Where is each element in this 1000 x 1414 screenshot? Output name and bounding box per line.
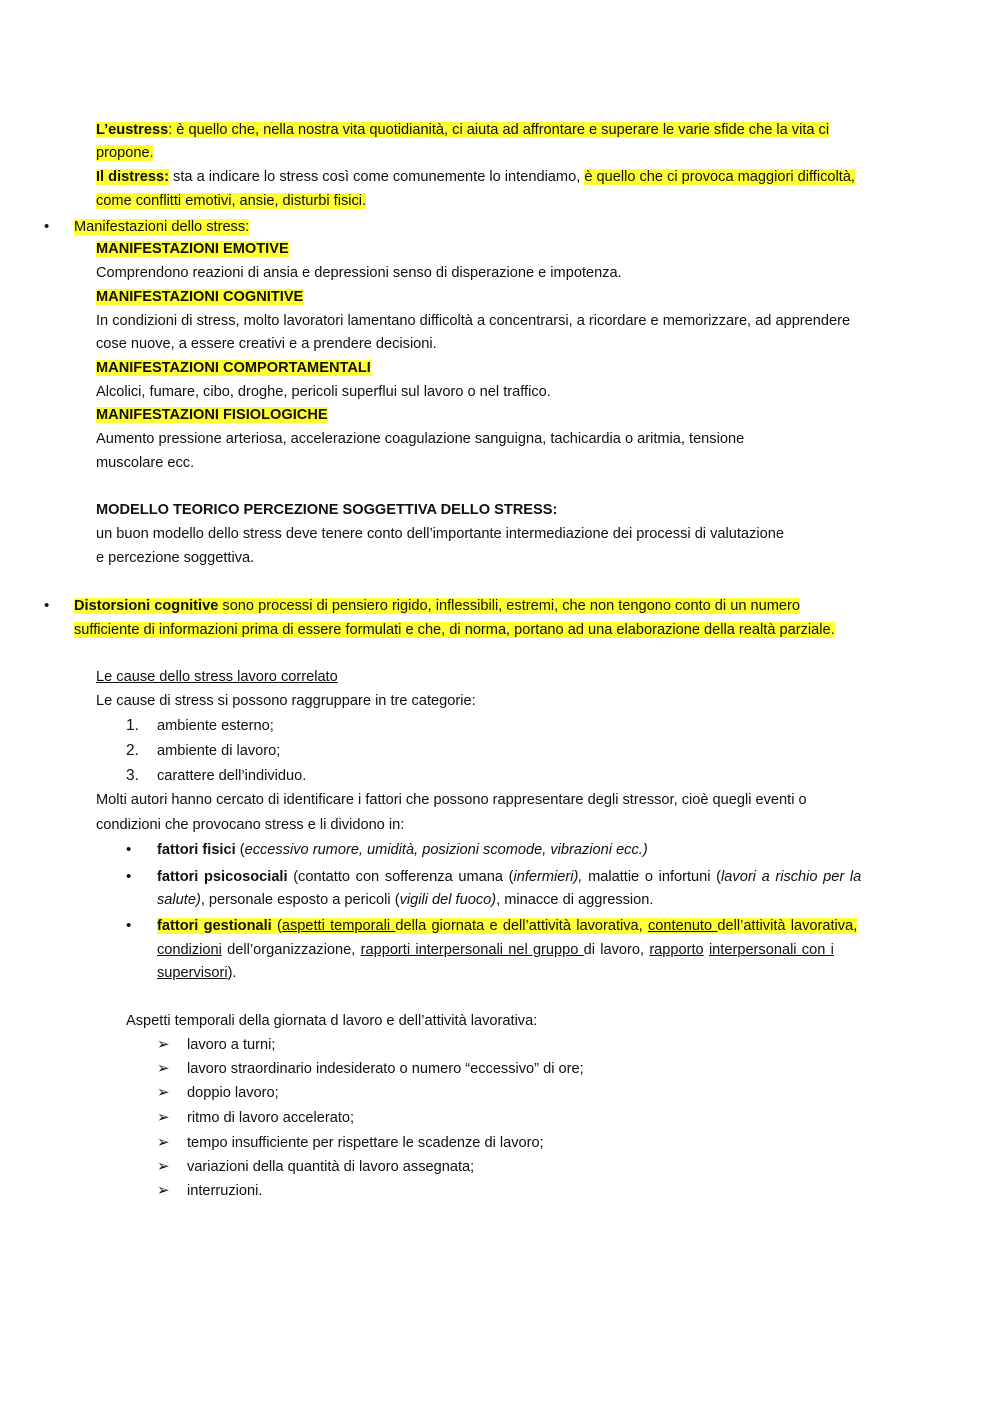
fattori-psicosociali-line-1: fattori psicosociali (contatto con sofferenza umana (infermieri), malattie o infortuni (lavori a rischio per la [157,869,862,885]
cognitive-text-2: cose nuove, a essere creativi e a prendere decisioni. [96,336,437,352]
arrow-bullet-icon: ➢ [157,1182,170,1199]
list-item: ambiente esterno; [157,718,274,734]
aspetti-item: tempo insufficiente per rispettare le scadenze di lavoro; [187,1135,544,1151]
distress-text-2: come conflitti emotivi, ansie, disturbi fisici. [96,193,367,209]
emotive-text: Comprendono reazioni di ansia e depressioni senso di disperazione e impotenza. [96,265,622,281]
bullet-icon: • [126,917,132,934]
manifestazioni-title: Manifestazioni dello stress: [74,219,250,235]
distress-highlight: è quello che ci provoca maggiori difficoltà, [584,169,855,185]
distorsioni-line-2: sufficiente di informazioni prima di essere formulati e che, di norma, portano ad una elaborazione della realtà parziale. [74,622,835,638]
cause-intro: Le cause di stress si possono raggruppare in tre categorie: [96,693,476,709]
distress-line-1 [96,167,855,187]
fattori-fisici-line: fattori fisici (eccessivo rumore, umidità, posizioni scomode, vibrazioni ecc.) [157,842,648,858]
cognitive-heading: MANIFESTAZIONI COGNITIVE [96,289,304,305]
fattori-gestionali-line-1: fattori gestionali (aspetti temporali della giornata e dell’attività lavorativa, contenuto dell’attività lavorativa, [157,918,858,934]
arrow-bullet-icon: ➢ [157,1158,170,1175]
autori-text-2: condizioni che provocano stress e li dividono in: [96,817,405,833]
bullet-icon: • [126,868,132,885]
modello-text-1: un buon modello dello stress deve tenere conto dell’importante intermediazione dei processi di valutazione [96,526,784,542]
aspetti-item: lavoro a turni; [187,1037,276,1053]
list-number: 1. [126,717,139,734]
distress-text: sta a indicare lo stress così come comunemente lo intendiamo, [169,169,585,185]
fattori-gestionali-line-3: supervisori). [157,965,237,981]
distress-line-2 [96,191,366,211]
bullet-icon: • [44,218,50,235]
distorsioni-term: Distorsioni cognitive [74,598,219,614]
list-number: 3. [126,767,139,784]
arrow-bullet-icon: ➢ [157,1109,170,1126]
emotive-heading: MANIFESTAZIONI EMOTIVE [96,241,289,257]
eustress-term: L’eustress [96,122,169,138]
list-item: ambiente di lavoro; [157,743,281,759]
aspetti-item: interruzioni. [187,1183,263,1199]
bullet-icon: • [44,597,50,614]
arrow-bullet-icon: ➢ [157,1036,170,1053]
list-number: 2. [126,742,139,759]
eustress-text: : è quello che, nella nostra vita quotidianità, ci aiuta ad affrontare e superare le varie sfide che la vita ci [168,122,830,138]
fisiologiche-text-1: Aumento pressione arteriosa, accelerazione coagulazione sanguigna, tachicardia o aritmia, tensione [96,431,745,447]
arrow-bullet-icon: ➢ [157,1084,170,1101]
aspetti-item: lavoro straordinario indesiderato o numero “eccessivo” di ore; [187,1061,584,1077]
modello-text-2: e percezione soggettiva. [96,550,255,566]
comportamentali-heading: MANIFESTAZIONI COMPORTAMENTALI [96,360,371,376]
cognitive-text-1: In condizioni di stress, molto lavoratori lamentano difficoltà a concentrarsi, a ricordare e memorizzare, ad apprendere [96,313,851,329]
comportamentali-text: Alcolici, fumare, cibo, droghe, pericoli superflui sul lavoro o nel traffico. [96,384,551,400]
fisiologiche-text-2: muscolare ecc. [96,455,195,471]
aspetti-title: Aspetti temporali della giornata d lavoro e dell’attività lavorativa: [126,1013,538,1029]
arrow-bullet-icon: ➢ [157,1060,170,1077]
eustress-line-2 [96,143,154,163]
aspetti-item: doppio lavoro; [187,1085,279,1101]
aspetti-item: ritmo di lavoro accelerato; [187,1110,355,1126]
eustress-text-2: propone. [96,145,154,161]
autori-text-1: Molti autori hanno cercato di identificare i fattori che possono rappresentare degli stressor, cioè quegli eventi o [96,792,807,808]
distorsioni-line-1: Distorsioni cognitive sono processi di pensiero rigido, inflessibili, estremi, che non tengono conto di un numero [74,598,800,614]
cause-heading: Le cause dello stress lavoro correlato [96,669,338,685]
eustress-line-1 [96,120,829,140]
distress-term: Il distress: [96,169,169,185]
fisiologiche-heading: MANIFESTAZIONI FISIOLOGICHE [96,407,328,423]
arrow-bullet-icon: ➢ [157,1134,170,1151]
modello-title: MODELLO TEORICO PERCEZIONE SOGGETTIVA DELLO STRESS: [96,502,558,518]
aspetti-item: variazioni della quantità di lavoro assegnata; [187,1159,475,1175]
bullet-icon: • [126,841,132,858]
fattori-gestionali-line-2: condizioni dell’organizzazione, rapporti interpersonali nel gruppo di lavoro, rapporto interpersonali con i [157,942,834,958]
list-item: carattere dell’individuo. [157,768,307,784]
fattori-psicosociali-line-2: salute), personale esposto a pericoli (vigili del fuoco), minacce di aggression. [157,892,654,908]
